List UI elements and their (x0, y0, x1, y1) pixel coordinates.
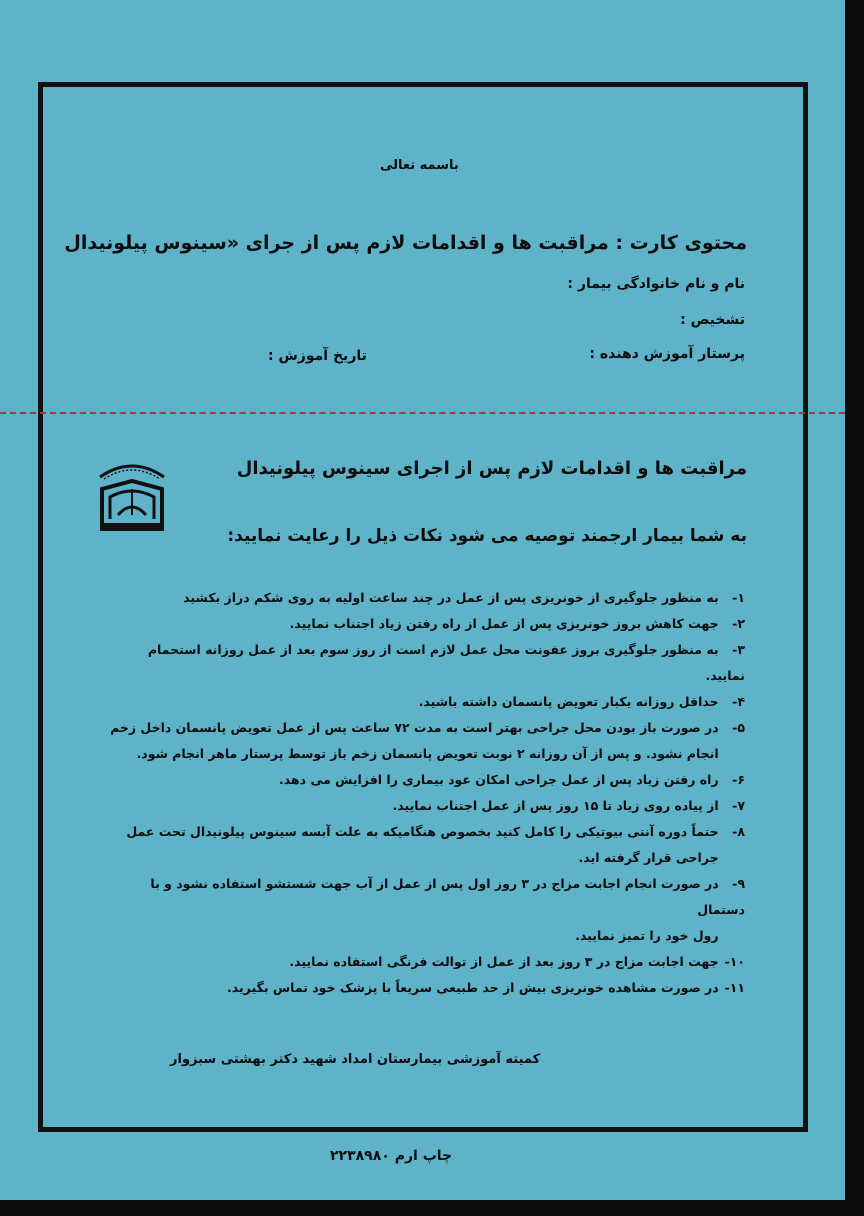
list-item: ۱۰- جهت اجابت مزاج در ۳ روز بعد از عمل از توالت فرنگی استفاده نمایید. (289, 954, 745, 969)
education-date-field: تاریخ آموزش : (268, 348, 367, 364)
diagnosis-field: تشخیص : (680, 312, 745, 328)
list-item: ۱- به منظور جلوگیری از خونریزی پس از عمل در چند ساعت اولیه به روی شکم دراز بکشید (183, 590, 745, 605)
list-item: ۱۱- در صورت مشاهده خونریزی بیش از حد طبیعی سریعاً با پزشک خود تماس بگیرید. (227, 980, 745, 995)
print-code: چاپ ارم ۲۲۳۸۹۸۰ (330, 1148, 453, 1164)
list-item: رول خود را تمیز نمایید. (575, 928, 719, 943)
list-item: ۴- حداقل روزانه یکبار تعویض پانسمان داشته باشید. (418, 694, 745, 709)
list-item: انجام نشود. و پس از آن روزانه ۲ نوبت تعویض پانسمان زخم باز توسط پرستار ماهر انجام شود. (136, 746, 719, 761)
list-item: ۶- راه رفتن زیاد پس از عمل جراحی امکان عود بیماری را افزایش می دهد. (279, 772, 745, 787)
intro-text: به شما بیمار ارجمند توصیه می شود نکات ذیل را رعایت نمایید: (227, 526, 747, 546)
main-title: مراقبت ها و اقدامات لازم پس از اجرای سینوس پیلونیدال (236, 458, 747, 479)
list-item: ۳- به منظور جلوگیری بروز عفونت محل عمل لازم است از روز سوم بعد از عمل روزانه استحمام نمایید. (147, 642, 745, 683)
basmala: باسمه تعالی (380, 158, 459, 173)
perforation-line (0, 412, 845, 414)
instructions-list (105, 585, 745, 1001)
list-item: ۹- در صورت انجام اجابت مزاج در ۳ روز اول پس از عمل از آب جهت شستشو استفاده نشود و با دستمال (150, 876, 745, 917)
footer-organization: کمیته آموزشی بیمارستان امداد شهید دکتر بهشتی سبزوار (170, 1052, 541, 1067)
educator-field: پرستار آموزش دهنده : (589, 346, 745, 362)
list-item: ۸- حتماً دوره آنتی بیوتیکی را کامل کنید بخصوص هنگامیکه به علت آبسه سینوس پیلونیدال تحت عمل (126, 824, 745, 839)
list-item: ۷- از پیاده روی زیاد تا ۱۵ روز پس از عمل اجتناب نمایید. (392, 798, 745, 813)
card-title: محتوی کارت : مراقبت ها و اقدامات لازم پس از جرای «سینوس پیلونیدال (64, 232, 747, 254)
list-item: ۲- جهت کاهش بروز خونریزی پس از عمل از راه رفتن زیاد اجتناب نمایید. (289, 616, 745, 631)
list-item: جراحی قرار گرفته اید. (578, 850, 719, 865)
patient-name-field: نام و نام خانوادگی بیمار : (567, 276, 745, 292)
list-item: ۵- در صورت باز بودن محل جراحی بهتر است به مدت ۷۲ ساعت پس از عمل تعویض پانسمان داخل زخم (110, 720, 745, 735)
hospital-emblem-icon (92, 455, 172, 533)
